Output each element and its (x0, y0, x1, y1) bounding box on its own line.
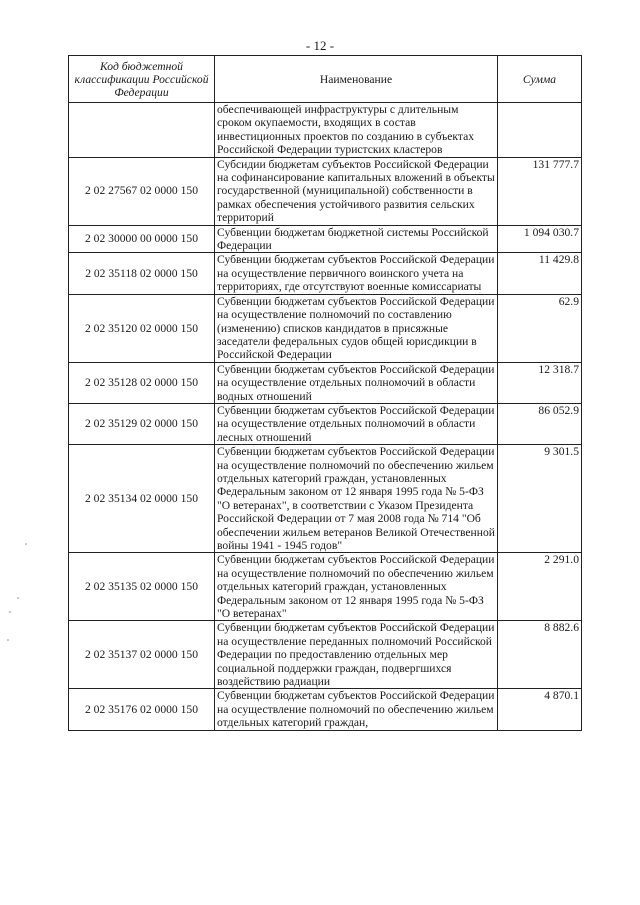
row-amount: 131 777.7 (498, 157, 582, 225)
table-row (69, 621, 582, 689)
row-name: Субвенции бюджетам бюджетной системы Российской Федерации (215, 225, 498, 253)
row-amount (498, 103, 582, 158)
row-amount: 4 870.1 (498, 689, 582, 730)
table-row (69, 445, 582, 553)
page-number: - 12 - (305, 38, 335, 53)
row-name: Субвенции бюджетам субъектов Российской Федерации на осуществление отдельных полномочий в области лесных отношений (215, 403, 498, 444)
table-row (69, 362, 582, 403)
table-row (69, 157, 582, 225)
table-row (69, 225, 582, 253)
table-header-row (69, 56, 582, 103)
row-amount: 8 882.6 (498, 621, 582, 689)
table-row (69, 403, 582, 444)
header-amount: Сумма (498, 56, 582, 103)
row-amount: 1 094 030.7 (498, 225, 582, 253)
row-amount: 62.9 (498, 294, 582, 362)
row-amount: 12 318.7 (498, 362, 582, 403)
row-code: 2 02 35137 02 0000 150 (69, 621, 215, 689)
table-row (69, 553, 582, 621)
row-amount: 2 291.0 (498, 553, 582, 621)
budget-table (68, 55, 582, 731)
row-name: Субвенции бюджетам субъектов Российской Федерации на осуществление переданных полномочий Российской Федерации по предоставлению отдельных мер социальной поддержки граждан, подвергшихся воздействию радиации (215, 621, 498, 689)
row-name: Субвенции бюджетам субъектов Российской Федерации на осуществление полномочий по составлению (изменению) списков кандидатов в присяжные заседатели федеральных судов общей юрисдикции в Российской Федерации (215, 294, 498, 362)
table-row (69, 253, 582, 294)
row-code: 2 02 35128 02 0000 150 (69, 362, 215, 403)
row-code: 2 02 35120 02 0000 150 (69, 294, 215, 362)
row-amount: 11 429.8 (498, 253, 582, 294)
row-name: Субвенции бюджетам субъектов Российской Федерации на осуществление полномочий по обеспечению жильем отдельных категорий граждан, установленных Федеральным законом от 12 января 1995 года № 5-ФЗ "О ветеранах" (215, 553, 498, 621)
scan-margin-marks (4, 540, 44, 660)
table-row (69, 689, 582, 730)
row-code: 2 02 35118 02 0000 150 (69, 253, 215, 294)
row-code: 2 02 30000 00 0000 150 (69, 225, 215, 253)
row-code: 2 02 35135 02 0000 150 (69, 553, 215, 621)
row-code: 2 02 35134 02 0000 150 (69, 445, 215, 553)
header-code: Код бюджетной классификации Российской Федерации (69, 56, 215, 103)
row-amount: 9 301.5 (498, 445, 582, 553)
row-name: Субвенции бюджетам субъектов Российской Федерации на осуществление первичного воинского учета на территориях, где отсутствуют военные комиссариаты (215, 253, 498, 294)
table-row (69, 294, 582, 362)
row-name: Субвенции бюджетам субъектов Российской Федерации на осуществление отдельных полномочий в области водных отношений (215, 362, 498, 403)
header-name: Наименование (215, 56, 498, 103)
row-code: 2 02 35129 02 0000 150 (69, 403, 215, 444)
row-code: 2 02 35176 02 0000 150 (69, 689, 215, 730)
row-name: обеспечивающей инфраструктуры с длительным сроком окупаемости, входящих в состав инвестиционных проектов по созданию в субъектах Российской Федерации туристских кластеров (215, 103, 498, 158)
row-name: Субвенции бюджетам субъектов Российской Федерации на осуществление полномочий по обеспечению жильем отдельных категорий граждан, (215, 689, 498, 730)
row-code (69, 103, 215, 158)
row-amount: 86 052.9 (498, 403, 582, 444)
row-name: Субвенции бюджетам субъектов Российской Федерации на осуществление полномочий по обеспечению жильем отдельных категорий граждан, установленных Федеральным законом от 12 января 1995 года № 5-ФЗ "О ветеранах", в соответствии с Указом Президента Российской Федерации от 7 мая 2008 года № 714 "Об обеспечении жильем ветеранов Великой Отечественной войны 1941 - 1945 годов" (215, 445, 498, 553)
row-name: Субсидии бюджетам субъектов Российской Федерации на софинансирование капитальных вложений в объекты государственной (муниципальной) собственности в рамках обеспечения устойчивого развития сельских территорий (215, 157, 498, 225)
table-row (69, 103, 582, 158)
row-code: 2 02 27567 02 0000 150 (69, 157, 215, 225)
